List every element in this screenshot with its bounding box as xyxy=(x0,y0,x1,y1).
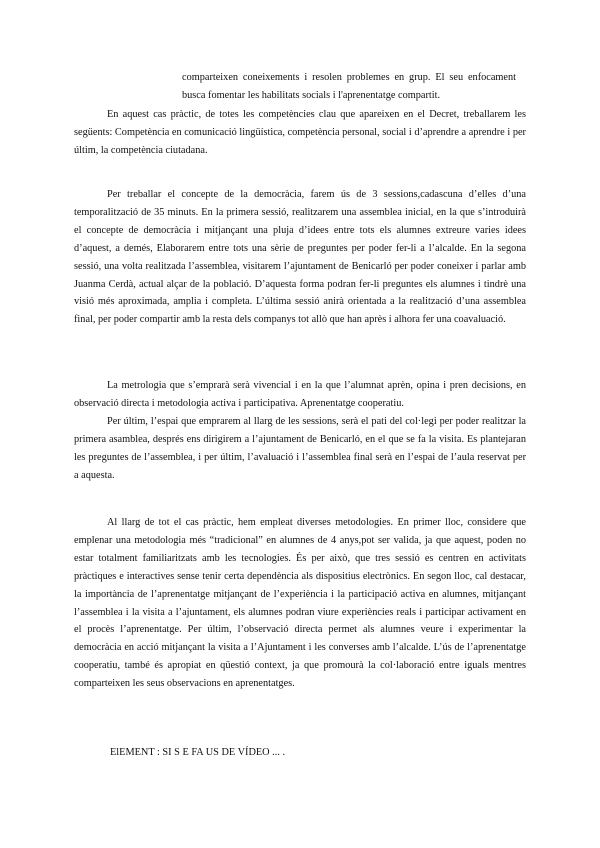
paragraph-methodology: La metrologia que s’emprarà serà vivencial i en la que l’alumnat aprèn, opina i pren decisions, en observació directa i metodologia activa i participativa. Aprenentatge cooperatiu. xyxy=(74,380,526,409)
paragraph-competencies: En aquest cas pràctic, de totes les competències clau que apareixen en el Decret, treballarem les següents: Competència en comunicació lingüística, competència personal, social i d’aprendre a aprendre i per últim, la competència ciutadana. xyxy=(74,109,526,156)
paragraph-space: Per últim, l’espai que emprarem al llarg de les sessions, serà el pati del col·legi per poder realitzar la primera asamblea, després ens dirigirem a l’ajuntament de Benicarló, en el que se fa la visita. Es plantejaran les preguntes de l’assemblea, i per últim, l’avaluació i l’assemblea final serà en l’espai de l’aula reservat per a aquesta. xyxy=(74,416,526,481)
paragraph-methodologies: Al llarg de tot el cas pràctic, hem empleat diverses metodologies. En primer lloc, considere que emplenar una metodologia més “tradicional” en alumnes de 4 anys,pot ser valida, ja que aquest, poden no estar totalment familiaritzats amb les tecnologies. És per això, que tres sessió es centren en activitats pràctiques e interactives sense tenir certa dependència als dispositius electrònics. En segon lloc, cal destacar, la importància de l’aprenentatge mitjançant de l’experiència i la participació activa en alumnes, mitjançant l’assemblea i la visita a l’ajuntament, els alumnes podran viure experiències reals i participar activament en el procès l’aprenentatge. Per últim, l’observació directa permet als alumnes veure i experimentar la democràcia en acció mitjançant la visita a l’Ajuntament i les converses amb l’alcalde. L’ús de l’aprenentatge cooperatiu, també és apropiat en qüestió context, ja que promourà la col·laboració entre iguals mentres comparteixen les seus observacions en aprenentatges. xyxy=(74,517,526,690)
quote-block: comparteixen coneixements i resolen problemes en grup. El seu enfocament busca fomentar les habilitats socials i l'aprenentatge compartit. xyxy=(182,72,516,101)
paragraph-sessions: Per treballar el concepte de la democràcia, farem ús de 3 sessions,cadascuna d’elles d’una temporalització de 35 minuts. En la primera sessió, realitzarem una assemblea inicial, en la que s’introduirà el concepte de democràcia i mitjançant una pluja d’idees entre tots els alumnes extreure varies idees d’aquest, a demés, Elaborarem entre tots una sèrie de preguntes per poder fer-li a l’alcalde. En la segona sessió, una volta realitzada l’assemblea, visitarem l’ajuntament de Benicarló per poder coneixer i parlar amb Juanma Cerdà, actual alçar de la població. D’aquesta forma podran fer-li preguntes els alumnes i tindrè una visió més aproximada, amplia i completa. L’última sessió anirà orientada a la realització d’una assemblea final, per poder compartir amb la resta dels companys tot allò que han après i alhora fer una coavaluació. xyxy=(74,189,526,326)
element-video-line: ElEMENT : SI S E FA US DE VÍDEO ... . xyxy=(110,747,286,758)
